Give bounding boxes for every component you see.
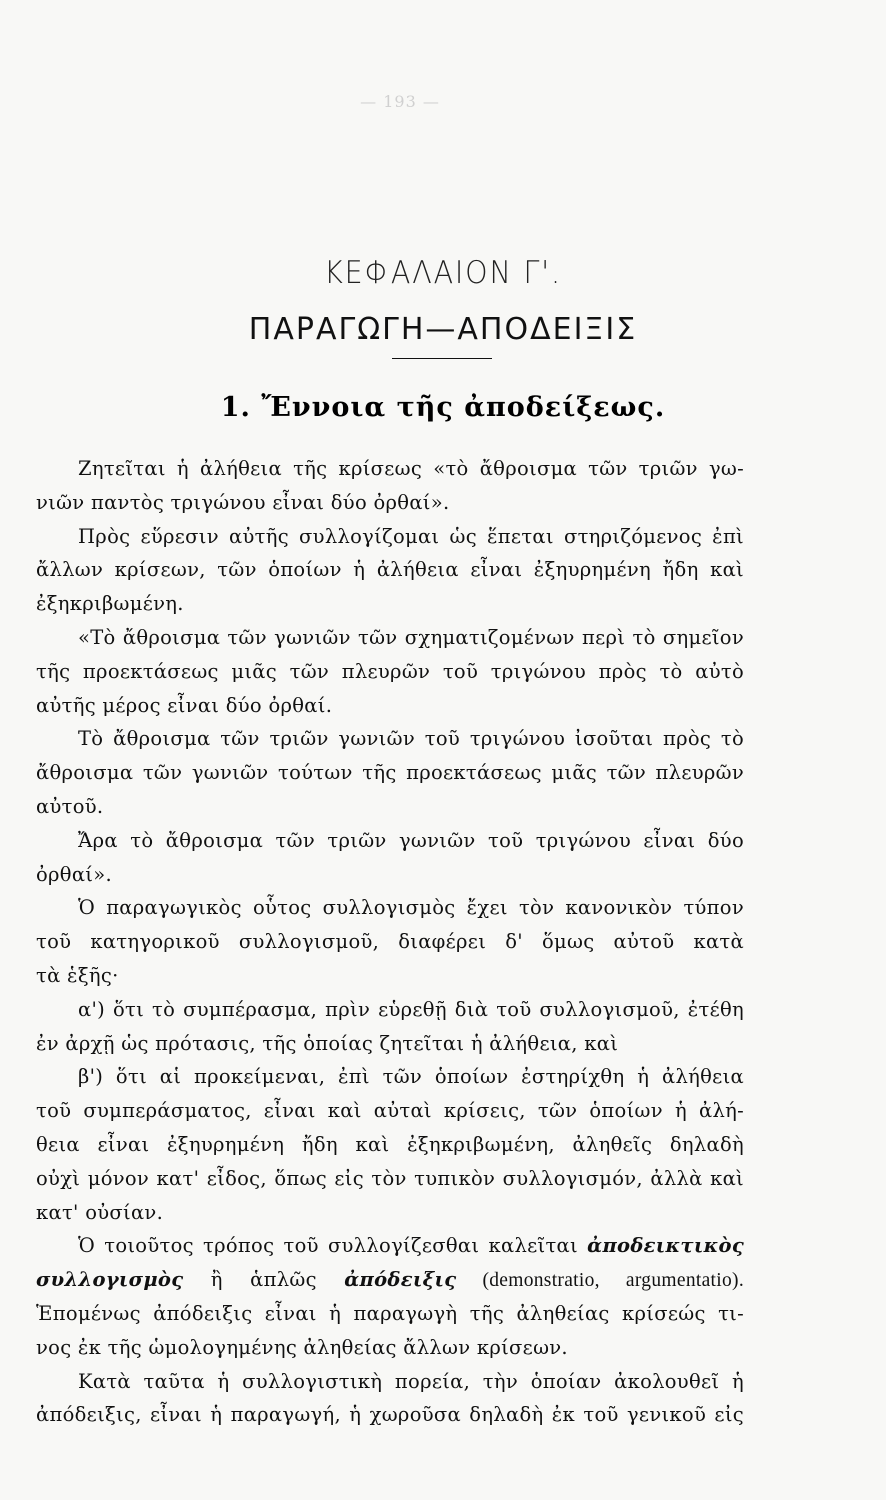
text-line: β') ὅτι αἱ προκείμεναι, ἐπὶ τῶν ὁποίων ἐστηρίχθη ἡ ἀλήθεια	[78, 1065, 744, 1089]
text-segment: ἢ ἁπλῶς	[183, 1268, 345, 1292]
text-line: ὀρθαί».	[36, 862, 112, 886]
body-lines-block-1	[36, 452, 744, 1229]
text-line: αὐτοῦ.	[36, 794, 104, 818]
text-line: θεια εἶναι ἐξηυρημένη ἤδη καὶ ἐξηκριβωμένη, ἀληθεῖς δηλαδὴ	[36, 1132, 744, 1156]
emphasized-term: ἀποδεικτικὸς	[587, 1234, 744, 1258]
text-line	[36, 1263, 744, 1297]
text-line: «Τὸ ἄθροισμα τῶν γωνιῶν τῶν σχηματιζομένων περὶ τὸ σημεῖον	[78, 625, 744, 649]
text-line: Κατὰ ταῦτα ἡ συλλογιστικὴ πορεία, τὴν ὁποίαν ἀκολουθεῖ ἡ	[78, 1369, 744, 1393]
text-line: κατ' οὐσίαν.	[36, 1200, 164, 1224]
text-line: ἐξηκριβωμένη.	[36, 592, 184, 616]
text-line	[36, 1229, 744, 1263]
emphasized-term: συλλογισμὸς	[36, 1268, 184, 1292]
text-line: τῆς προεκτάσεως μιᾶς τῶν πλευρῶν τοῦ τριγώνου πρὸς τὸ αὐτὸ	[36, 659, 744, 683]
latin-terms: (demonstratio, argumentatio).	[456, 1270, 744, 1292]
page-number: — 193 —	[360, 92, 440, 111]
text-line: τοῦ κατηγορικοῦ συλλογισμοῦ, διαφέρει δ' ὅμως αὐτοῦ κατὰ	[36, 930, 744, 954]
title-underline	[392, 358, 492, 359]
text-line: νιῶν παντὸς τριγώνου εἶναι δύο ὀρθαί».	[36, 490, 450, 514]
text-line: α') ὅτι τὸ συμπέρασμα, πρὶν εὑρεθῇ διὰ τοῦ συλλογισμοῦ, ἐτέθη	[78, 997, 744, 1021]
text-line: Ἄρα τὸ ἄθροισμα τῶν τριῶν γωνιῶν τοῦ τριγώνου εἶναι δύο	[78, 828, 744, 852]
text-line: νος ἐκ τῆς ὡμολογημένης ἀληθείας ἄλλων κρίσεων.	[36, 1335, 568, 1359]
text-line: ἄλλων κρίσεων, τῶν ὁποίων ἡ ἀλήθεια εἶναι ἐξηυρημένη ἤδη καὶ	[36, 558, 744, 582]
emphasized-term: ἀπόδειξις	[344, 1268, 457, 1292]
text-line: ἐν ἀρχῇ ὡς πρότασις, τῆς ὁποίας ζητεῖται ἡ ἀλήθεια, καὶ	[36, 1031, 619, 1055]
text-line: ἄθροισμα τῶν γωνιῶν τούτων τῆς προεκτάσεως μιᾶς τῶν πλευρῶν	[36, 761, 744, 785]
text-line: Ζητεῖται ἡ ἀλήθεια τῆς κρίσεως «τὸ ἄθροισμα τῶν τριῶν γω-	[78, 457, 744, 480]
text-line: τοῦ συμπεράσματος, εἶναι καὶ αὐταὶ κρίσεις, τῶν ὁποίων ἡ ἀλή-	[36, 1099, 744, 1123]
chapter-title: ΚΕΦΑΛΑΙΟΝ Γ'.	[324, 255, 562, 291]
text-line: αὐτῆς μέρος εἶναι δύο ὀρθαί.	[36, 693, 333, 717]
body-text	[36, 452, 744, 1432]
text-segment: Ὁ τοιοῦτος τρόπος τοῦ συλλογίζεσθαι καλεῖται	[78, 1234, 588, 1258]
text-line: Ἑπομένως ἀπόδειξις εἶναι ἡ παραγωγὴ τῆς ἀληθείας κρίσεώς τι-	[36, 1301, 744, 1325]
text-line: τὰ ἑξῆς·	[36, 963, 119, 987]
text-line: Τὸ ἄθροισμα τῶν τριῶν γωνιῶν τοῦ τριγώνου ἰσοῦται πρὸς τὸ	[78, 727, 744, 751]
body-lines-block-2	[36, 1297, 744, 1432]
section-title: 1. Ἔννοια τῆς ἀποδείξεως.	[220, 392, 666, 423]
text-line: Πρὸς εὕρεσιν αὐτῆς συλλογίζομαι ὡς ἕπεται στηριζόμενος ἐπὶ	[78, 524, 744, 548]
part-title: ΠΑΡΑΓΩΓΗ—ΑΠΟΔΕΙΞΙΣ	[248, 312, 638, 347]
text-line: Ὁ παραγωγικὸς οὗτος συλλογισμὸς ἔχει τὸν κανονικὸν τύπον	[78, 896, 744, 920]
text-line: οὐχὶ μόνον κατ' εἶδος, ὅπως εἰς τὸν τυπικὸν συλλογισμόν, ἀλλὰ καὶ	[36, 1166, 744, 1190]
text-line: ἀπόδειξις, εἶναι ἡ παραγωγή, ἡ χωροῦσα δηλαδὴ ἐκ τοῦ γενικοῦ εἰς	[36, 1403, 744, 1427]
